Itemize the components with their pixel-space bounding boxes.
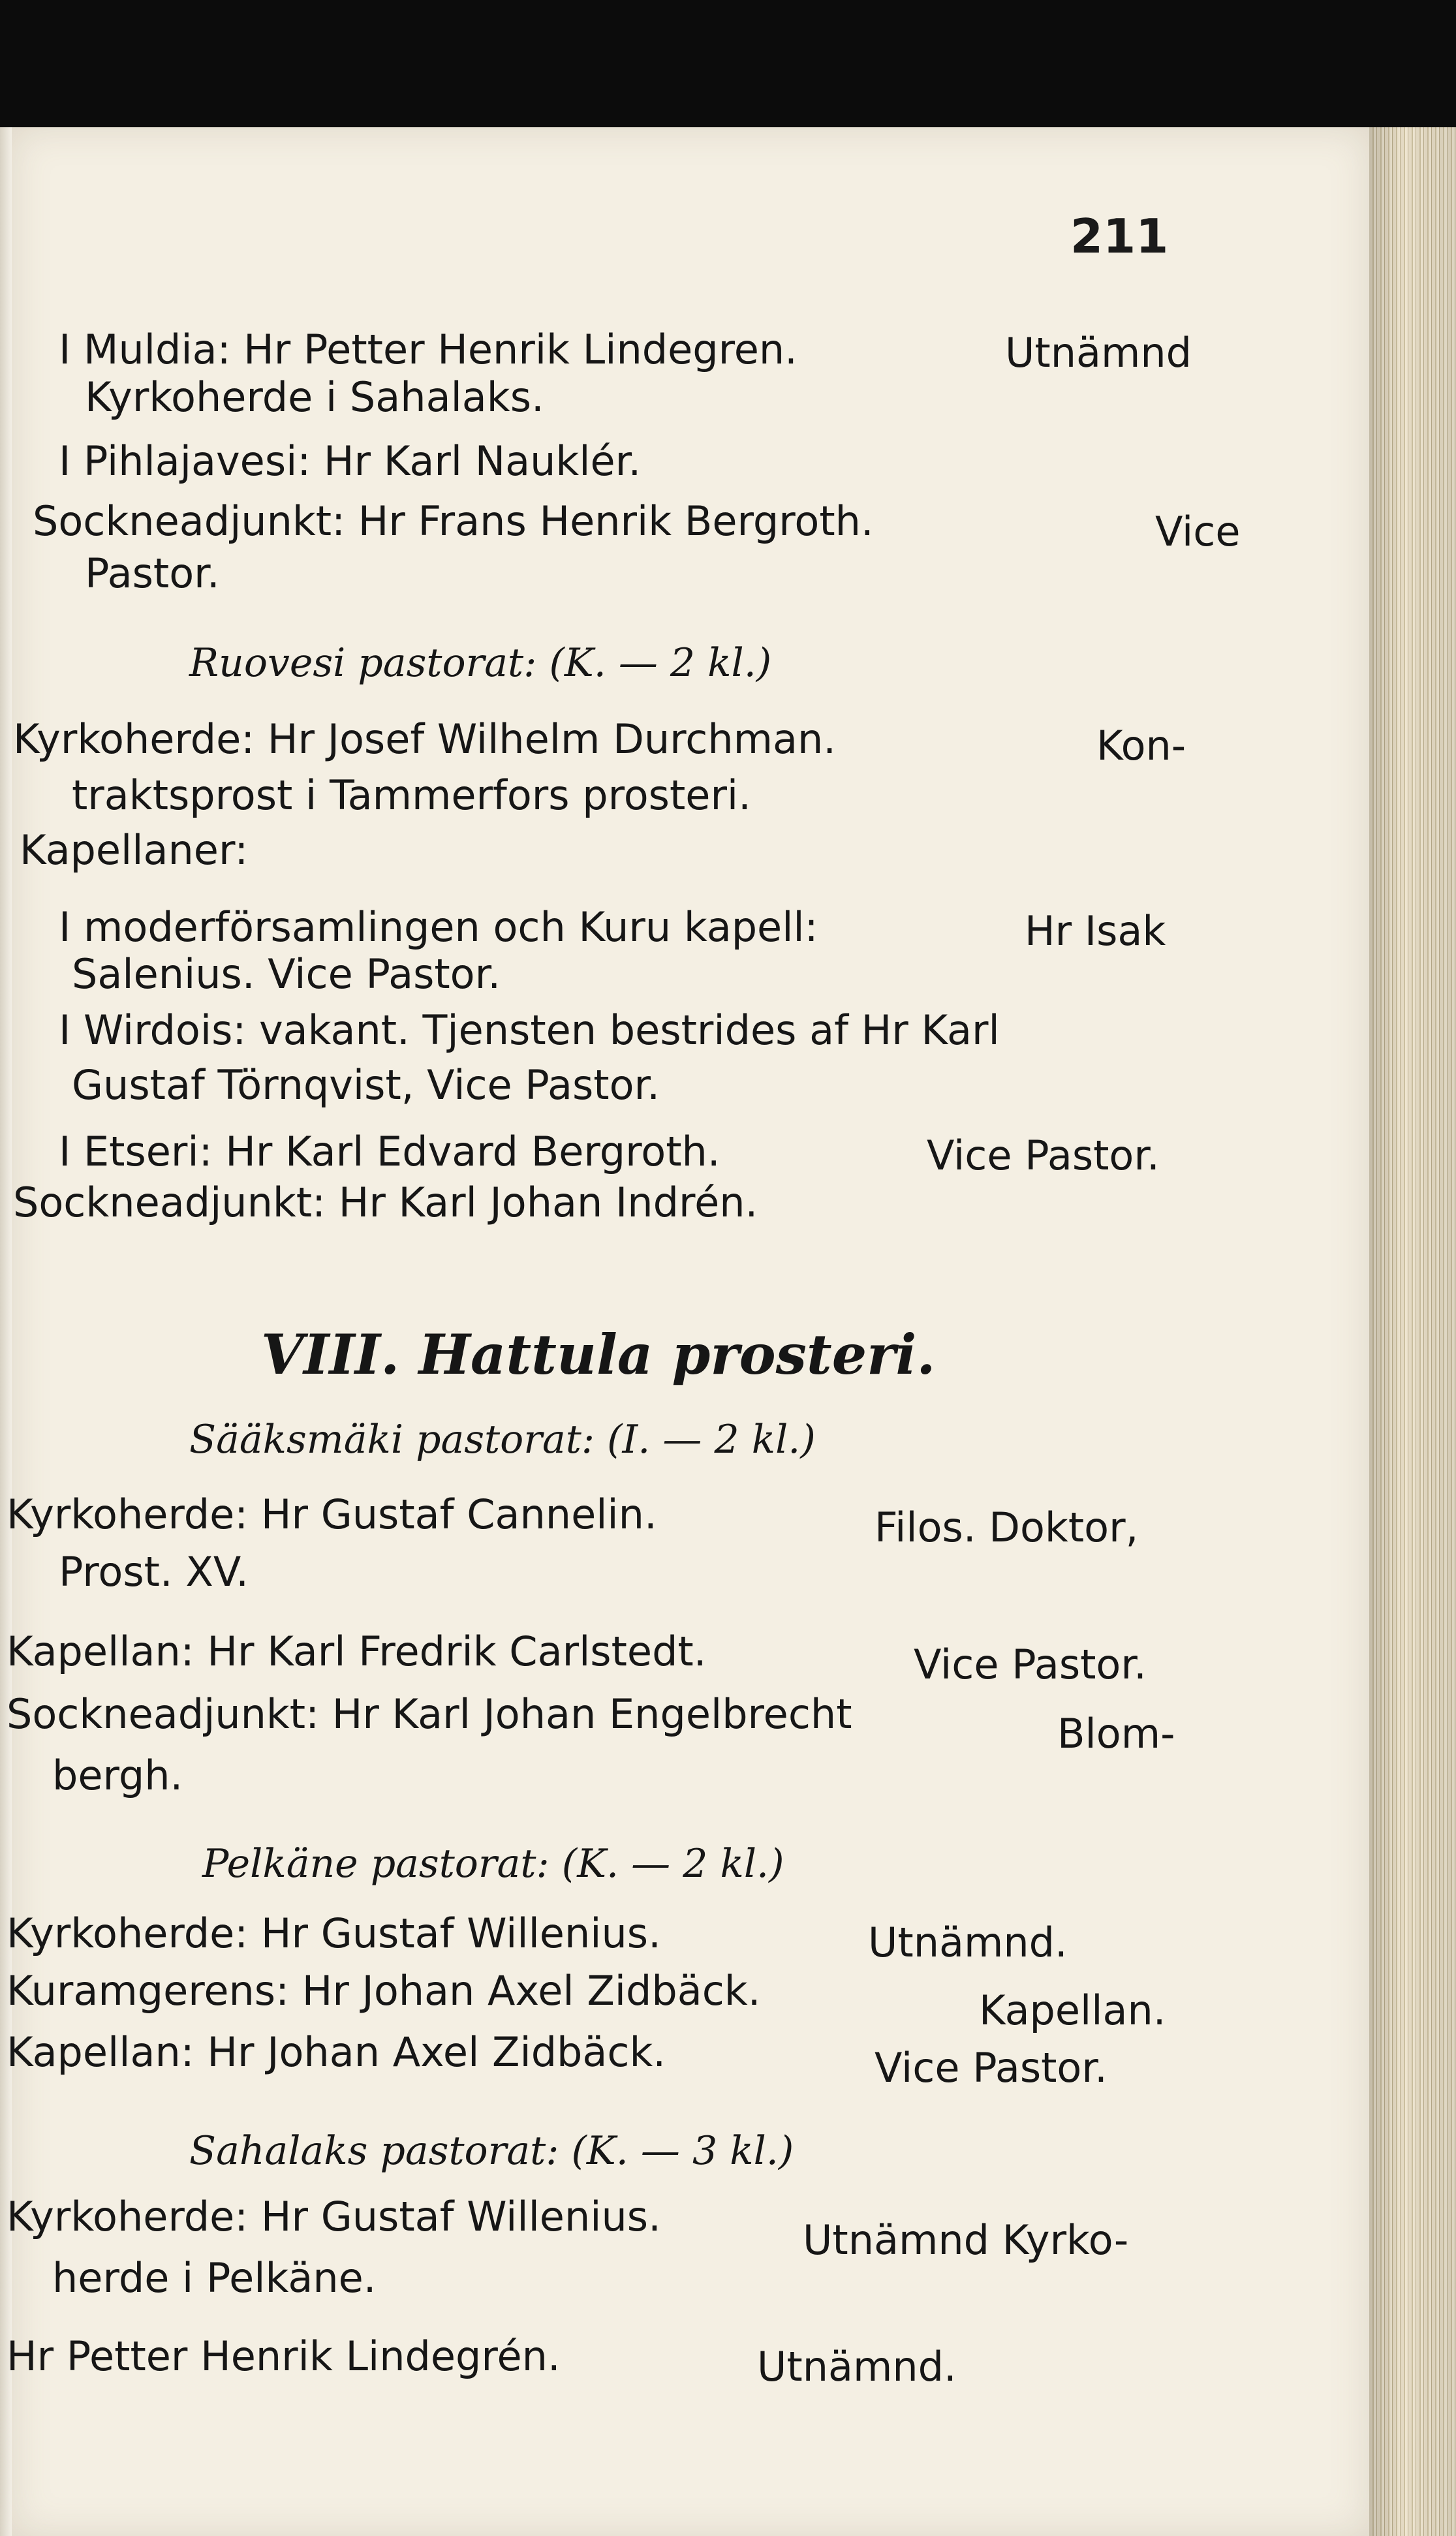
text-line: Hr Petter Henrik Lindegrén. (7, 2332, 561, 2380)
text-line: Pastor. (85, 549, 220, 597)
scan-top-border (0, 0, 1456, 127)
parish-heading: Sääksmäki pastorat: (I. — 2 kl.) (189, 1417, 816, 1462)
text-line: Kon- (1096, 722, 1186, 769)
text-line: Sockneadjunkt: Hr Karl Johan Indrén. (13, 1179, 758, 1226)
text-line: Kapellaner: (20, 826, 249, 874)
text-line: bergh. (52, 1752, 183, 1799)
book-gutter (0, 127, 12, 2536)
text-line: Sockneadjunkt: Hr Karl Johan Engelbrecht (7, 1690, 852, 1738)
text-line: Prost. XV. (59, 1548, 249, 1596)
text-line: Vice Pastor. (927, 1132, 1160, 1179)
text-line: I Pihlajavesi: Hr Karl Nauklér. (59, 437, 642, 485)
text-line: Blom- (1057, 1710, 1175, 1757)
page-stack-shade (1369, 127, 1456, 2536)
text-line: Filos. Doktor, (875, 1504, 1139, 1551)
parish-heading: Sahalaks pastorat: (K. — 3 kl.) (189, 2128, 794, 2174)
text-line: Sockneadjunkt: Hr Frans Henrik Bergroth. (33, 497, 874, 545)
text-line: traktsprost i Tammerfors prosteri. (72, 771, 751, 819)
text-line: Kyrkoherde i Sahalaks. (85, 373, 544, 421)
text-line: Vice Pastor. (875, 2044, 1107, 2092)
text-line: Salenius. Vice Pastor. (72, 950, 501, 998)
text-line: Utnämnd. (868, 1919, 1068, 1966)
text-line: Kyrkoherde: Hr Josef Wilhelm Durchman. (13, 715, 837, 763)
text-line: Vice (1155, 508, 1241, 555)
text-line: Kapellan: Hr Karl Fredrik Carlstedt. (7, 1628, 707, 1675)
text-line: herde i Pelkäne. (52, 2254, 377, 2302)
text-line: Vice Pastor. (914, 1641, 1147, 1688)
text-line: Utnämnd. (757, 2343, 957, 2390)
text-line: Hr Isak (1025, 907, 1166, 955)
text-line: I Muldia: Hr Petter Henrik Lindegren. (59, 326, 798, 373)
parish-heading: Pelkäne pastorat: (K. — 2 kl.) (202, 1841, 784, 1887)
page-number: 211 (1070, 209, 1169, 264)
text-line: Kuramgerens: Hr Johan Axel Zidbäck. (7, 1967, 761, 2015)
text-line: Kapellan. (979, 1987, 1166, 2034)
text-line: I Etseri: Hr Karl Edvard Bergroth. (59, 1128, 720, 1175)
text-line: I moderförsamlingen och Kuru kapell: (59, 903, 818, 951)
section-title: VIII. Hattula prosteri. (261, 1322, 936, 1387)
text-line: Utnämnd (1005, 329, 1192, 377)
text-line: Gustaf Törnqvist, Vice Pastor. (72, 1061, 660, 1109)
text-line: Kyrkoherde: Hr Gustaf Cannelin. (7, 1491, 657, 1538)
text-line: Kyrkoherde: Hr Gustaf Willenius. (7, 2193, 661, 2240)
text-line: Kyrkoherde: Hr Gustaf Willenius. (7, 1910, 661, 1957)
text-line: I Wirdois: vakant. Tjensten bestrides af Hr Karl (59, 1006, 1000, 1054)
text-line: Kapellan: Hr Johan Axel Zidbäck. (7, 2028, 666, 2076)
parish-heading: Ruovesi pastorat: (K. — 2 kl.) (189, 640, 772, 686)
text-line: Utnämnd Kyrko- (803, 2216, 1129, 2264)
